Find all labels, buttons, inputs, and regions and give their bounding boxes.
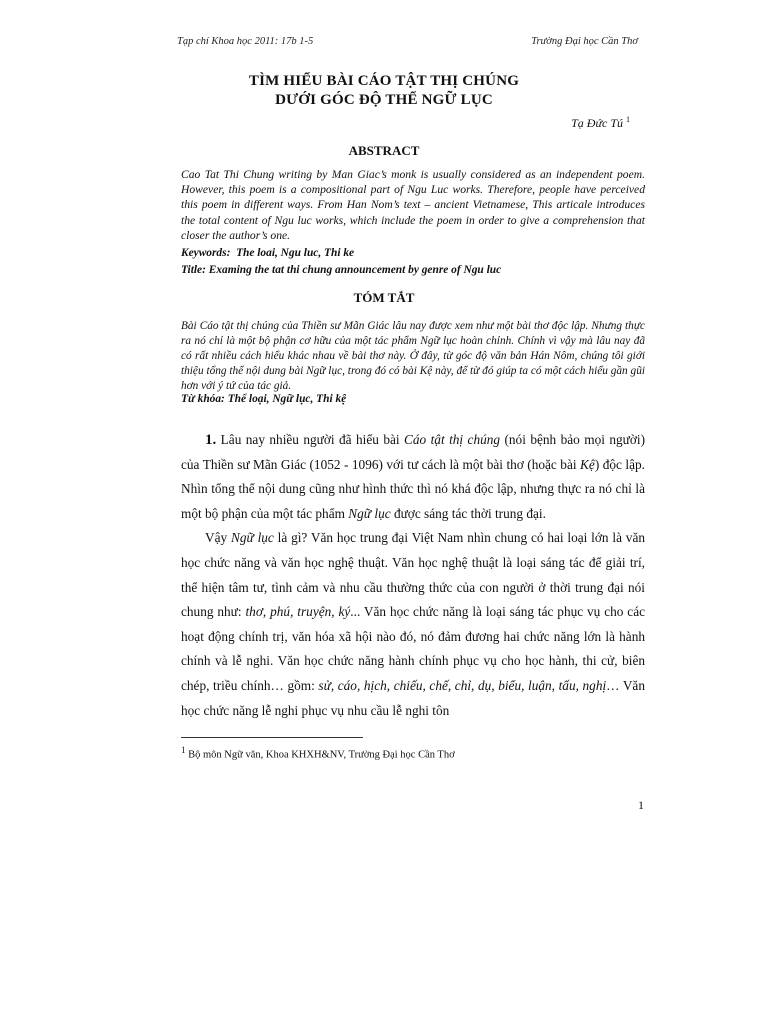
tomtat-text: Bài Cáo tật thị chúng của Thiền sư Mãn Giác lâu nay được xem như một bài thơ độc lập. Nhưng thực ra nó chỉ là một bộ phận cơ hữu của một tác phẩm Ngữ lục hoàn chỉnh. Chính vì vậy mà lâu nay đã có rất nhiều cách hiểu khác nhau về bài thơ này. Ở đây, từ góc độ văn bản Hán Nôm, chúng tôi giới thiệu tổng thể nội dung bài Ngữ lục, trong đó có bài Kệ này, để từ đó giúp ta có một cách hiểu gần gũi hơn với ý tứ của tác giả. xyxy=(181,320,645,392)
text-run: Vậy xyxy=(205,530,231,546)
tomtat-keywords xyxy=(181,393,645,405)
english-title-label: Title: xyxy=(181,264,206,276)
running-header xyxy=(177,36,638,47)
italic-run: sử, cáo, hịch, chiếu, chế, chỉ, dụ, biểu, luận, tấu, nghị xyxy=(318,677,607,693)
body-text xyxy=(181,428,645,723)
keywords-label: Keywords: xyxy=(181,247,231,259)
keywords-value: The loai, Ngu luc, Thi ke xyxy=(236,247,355,259)
italic-run: Kệ xyxy=(580,456,595,472)
text-run: là gì? Văn học trung đại Việt Nam nhìn chung có hai loại lớn là văn học chức năng và văn học nghệ thuật. Văn học nghệ thuật là loại sáng tác để giải trí, thể hiện tâm tư, tình cảm và nhu cầu thường thức của con người ở thời trung đại nói chung như: xyxy=(181,530,645,620)
abstract-keywords xyxy=(181,247,645,259)
abstract-text: Cao Tat Thi Chung writing by Man Giac’s monk is usually considered as an independent poem. However, this poem is a compositional part of Ngu Luc works. Therefore, people have perceived this poem in different ways. From Han Nom’s text – ancient Vietnamese, This articale introduces the total content of Ngu luc works, which include the poem in order to give a comprehension that closer the author’s one. xyxy=(181,168,645,242)
footnote xyxy=(181,745,455,761)
author-footnote-mark[interactable]: 1 xyxy=(626,115,630,124)
italic-run: Ngữ lục xyxy=(230,530,274,546)
author-line xyxy=(571,115,630,131)
tukhoa-value: Thể loại, Ngữ lục, Thi kệ xyxy=(227,393,347,405)
text-run: ) độc lập. Nhìn tổng thể nội dung cũng như hình thức thì nó khá độc lập, nhưng thực ra nó chỉ là một bộ phận của một tác phẩm xyxy=(181,456,645,521)
university-name: Trường Đại học Cần Thơ xyxy=(531,36,638,47)
paper-title xyxy=(0,72,768,110)
tomtat-heading: TÓM TẮT xyxy=(353,290,415,305)
english-title-value: Examing the tat thi chung announcement by genre of Ngu luc xyxy=(208,264,502,276)
text-run: (nói bệnh bảo mọi người) của Thiền sư Mãn Giác (1052 - 1096) với tư cách là một bài thơ (hoặc bài xyxy=(181,432,645,472)
text-run: Lâu nay nhiều người đã hiểu bài xyxy=(216,432,405,447)
body-paragraph-2 xyxy=(181,526,645,723)
title-line-2: DƯỚI GÓC ĐỘ THỂ NGỮ LỤC xyxy=(275,92,493,108)
tukhoa-label: Từ khóa: xyxy=(181,393,225,405)
author-name: Tạ Đức Tú xyxy=(571,116,623,130)
abstract-heading: ABSTRACT xyxy=(348,143,420,158)
title-line-1: TÌM HIỂU BÀI CÁO TẬT THỊ CHÚNG xyxy=(248,73,520,89)
text-run: được sáng tác thời trung đại. xyxy=(390,505,546,521)
journal-citation: Tạp chí Khoa học 2011: 17b 1-5 xyxy=(177,36,314,47)
footnote-separator xyxy=(181,737,363,738)
page-number: 1 xyxy=(638,798,644,812)
footnote-text: Bộ môn Ngữ văn, Khoa KHXH&NV, Trường Đại học Cần Thơ xyxy=(185,749,455,761)
body-paragraph-1 xyxy=(181,428,645,526)
italic-run: Ngữ lục xyxy=(348,505,391,521)
abstract-english-title xyxy=(181,264,645,276)
italic-run: Cáo tật thị chúng xyxy=(404,432,501,447)
text-run: … Văn học chức năng lễ nghi phục vụ nhu cầu lễ nghi tôn xyxy=(181,677,645,718)
section-number: 1. xyxy=(205,432,217,448)
italic-run: thơ, phú, truyện, ký xyxy=(245,604,351,620)
footnote-mark: 1 xyxy=(181,745,186,755)
text-run: ... Văn học chức năng là loại sáng tác phục vụ cho các hoạt động chính trị, văn hóa xã hội nào đó, nó đảm đương hai chức năng lớn là hành chính và lễ nghi. Văn học chức năng hành chính phục vụ cho học hành, thi cử, biên chép, triều chính… gồm: xyxy=(181,604,646,693)
